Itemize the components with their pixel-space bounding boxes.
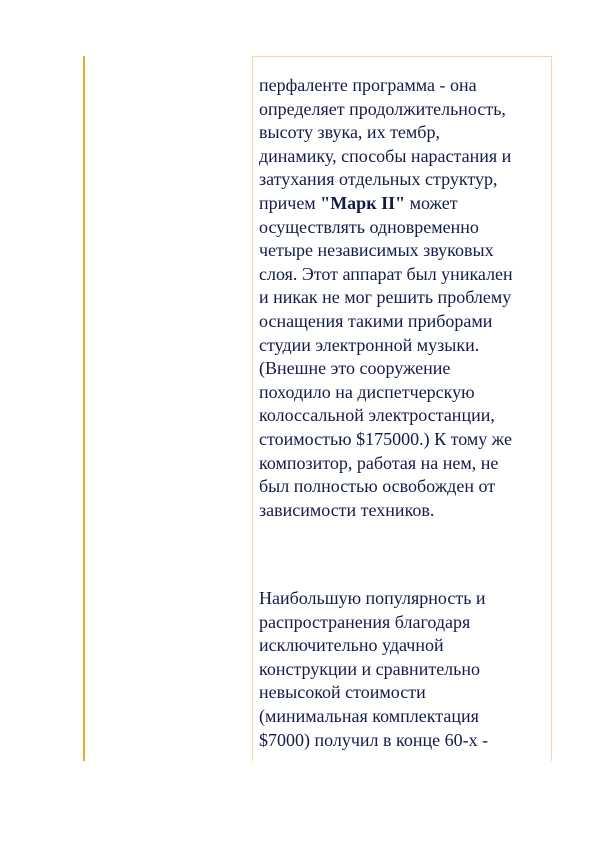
left-accent-rule [83,56,85,761]
paragraph-1-text-start: перфаленте программа - она определяет продолжительность, высоту звука, их тембр, динамику, способы нарастания и затухания отдельных структур, причем [259,75,512,213]
body-paragraph-1 [259,74,549,522]
paragraph-1-bold-term: "Марк II" [320,192,406,213]
paragraph-1-text-end: может осуществлять одновременно четыре независимых звуковых слоя. Этот аппарат был уникален и никак не мог решить проблему оснащения такими приборами студии электронной музыки. (Внешне это сооружение походило на диспетчерскую колоссальной электростанции, стоимостью $175000.) К тому же композитор, работая на нем, не был полностью освобожден от зависимости техников. [259,192,513,520]
body-paragraph-2: Наибольшую популярность и распространения благодаря исключительно удачной конструкции и сравнительно невысокой стоимости (минимальная комплектация $7000) получил в конце 60-х - [259,588,489,750]
